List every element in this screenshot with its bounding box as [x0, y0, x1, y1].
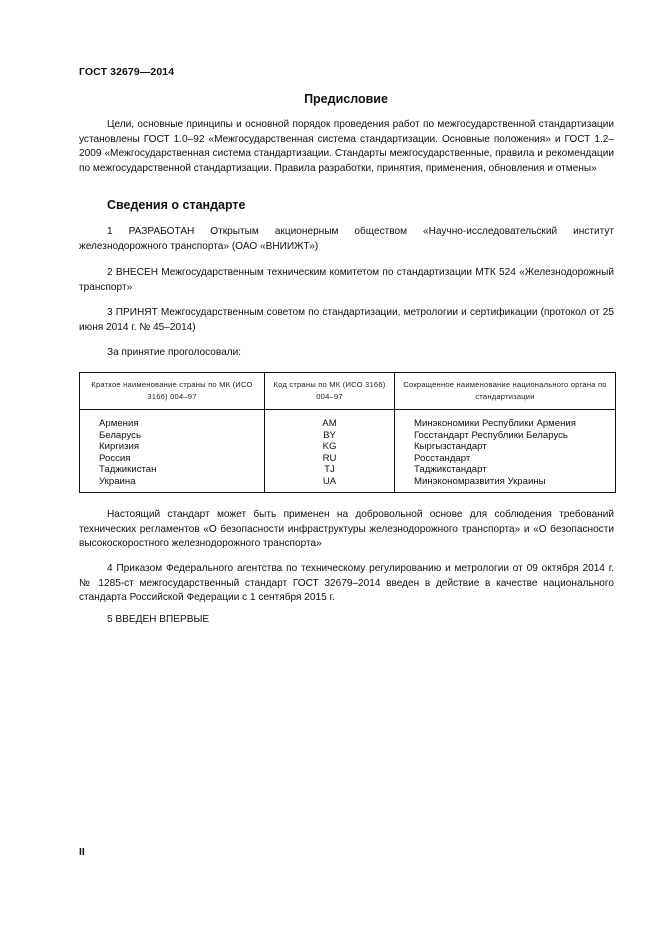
voting-countries-table	[79, 372, 616, 493]
national-body: Таджикстандарт	[395, 464, 616, 476]
page-number: II	[79, 846, 85, 858]
country-code: KG	[265, 441, 395, 453]
header-national-body: Сокращенное наименование национального органа по стандартизации	[395, 373, 616, 410]
country-name: Украина	[80, 476, 265, 492]
item-adopted-by: 3 ПРИНЯТ Межгосударственным советом по стандартизации, метрологии и сертификации (протокол от 25 июня 2014 г. № 45–2014)	[79, 307, 614, 333]
table-row	[80, 410, 616, 430]
item-introduced-by: 2 ВНЕСЕН Межгосударственным техническим комитетом по стандартизации МТК 524 «Железнодорожный транспорт»	[79, 267, 614, 293]
vote-intro: За принятие проголосовали:	[107, 347, 242, 358]
item-developed-by: 1 РАЗРАБОТАН Открытым акционерным обществом «Научно-исследовательский институт железнодорожного транспорта» (ОАО «ВНИИЖТ»)	[79, 226, 614, 252]
preface-title: Предисловие	[304, 92, 388, 106]
item-introduced-first-time: 5 ВВЕДЕН ВПЕРВЫЕ	[107, 614, 210, 625]
standard-info-title: Сведения о стандарте	[107, 198, 246, 212]
national-body: Минэкономразвития Украины	[395, 476, 616, 492]
country-name: Киргизия	[80, 441, 265, 453]
national-body: Кыргызстандарт	[395, 441, 616, 453]
preface-text: Цели, основные принципы и основной порядок проведения работ по межгосударственной стандартизации установлены ГОСТ 1.0–92 «Межгосударственная система стандартизации. Основные положения» и ГОСТ 1.2–2009 «Межгосударственная система стандартизации. Стандарты межгосударственные, правила и рекомендации по межгосударственной стандартизации. Правила разработки, принятия, применения, обновления и отмены»	[79, 119, 614, 174]
country-name: Беларусь	[80, 430, 265, 442]
country-code: TJ	[265, 464, 395, 476]
country-code: AM	[265, 410, 395, 430]
table-row	[80, 476, 616, 492]
country-code: BY	[265, 430, 395, 442]
table-row	[80, 464, 616, 476]
table-row	[80, 441, 616, 453]
national-body: Госстандарт Республики Беларусь	[395, 430, 616, 442]
country-code: UA	[265, 476, 395, 492]
table-header-row	[80, 373, 616, 410]
national-body: Минэкономики Республики Армения	[395, 410, 616, 430]
country-name: Таджикистан	[80, 464, 265, 476]
country-name: Армения	[80, 410, 265, 430]
table-row	[80, 453, 616, 465]
national-body: Росстандарт	[395, 453, 616, 465]
table-row	[80, 430, 616, 442]
document-code-header: ГОСТ 32679—2014	[79, 66, 175, 78]
item-order-enactment: 4 Приказом Федерального агентства по техническому регулированию и метрологии от 09 октября 2014 г. № 1285-ст межгосударственный стандарт ГОСТ 32679–2014 введен в действие в качестве национального стандарта Российской Федерации с 1 сентября 2015 г.	[79, 563, 614, 604]
country-name: Россия	[80, 453, 265, 465]
header-country-code: Код страны по МК (ИСО 3166) 004–97	[265, 373, 395, 410]
voluntary-application-text: Настоящий стандарт может быть применен на добровольной основе для соблюдения требований технических регламентов «О безопасности инфраструктуры железнодорожного транспорта» и «О безопасности высокоскоростного железнодорожного транспорта»	[79, 509, 614, 550]
country-code: RU	[265, 453, 395, 465]
header-country-name: Краткое наименование страны по МК (ИСО 3166) 004–97	[80, 373, 265, 410]
